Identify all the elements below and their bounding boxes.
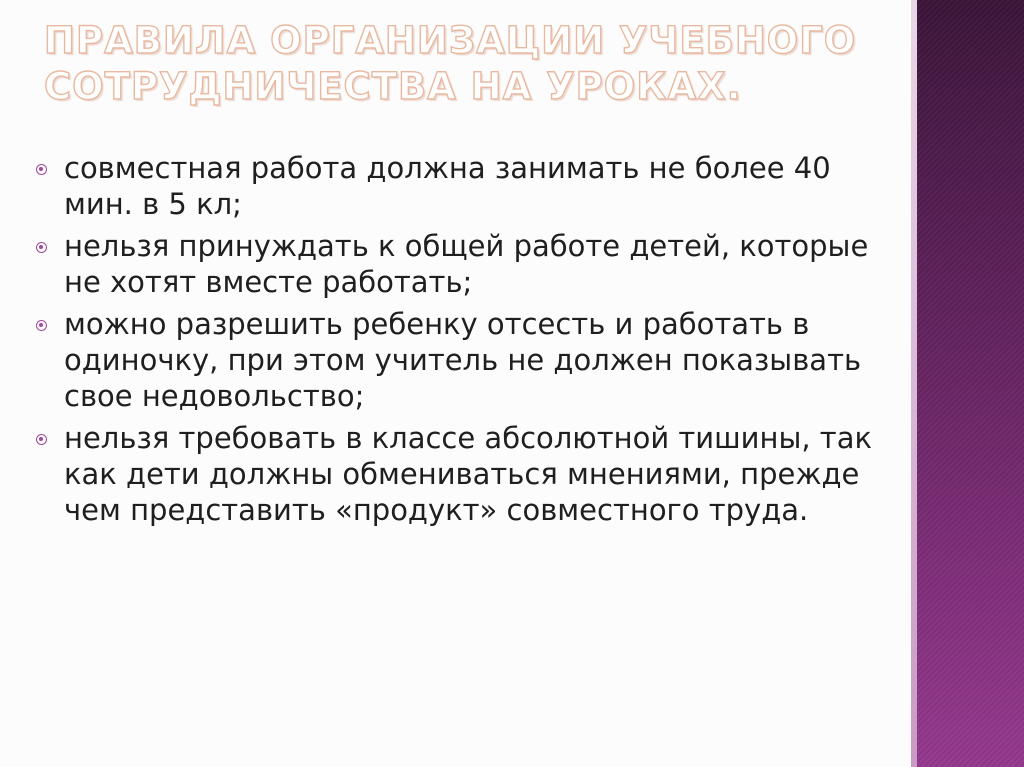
slide-title-line-1: ПРАВИЛА ОРГАНИЗАЦИИ УЧЕБНОГО [44, 19, 857, 62]
slide-title [44, 18, 904, 110]
bullet-text: нельзя требовать в классе абсолютной тишины, так как дети должны обмениваться мнениями, прежде чем представить «продукт» совместного труда. [64, 421, 872, 527]
ring-bullet-icon [36, 434, 47, 445]
bullet-item [32, 150, 902, 222]
decorative-purple-band [917, 0, 1024, 767]
ring-bullet-icon [36, 320, 47, 331]
ring-bullet-icon [36, 164, 47, 175]
slide-title-line-2: СОТРУДНИЧЕСТВА НА УРОКАХ. [44, 65, 742, 108]
bullet-text: совместная работа должна занимать не более 40 мин. в 5 кл; [64, 151, 831, 221]
bullet-item [32, 306, 902, 414]
bullet-list [32, 150, 902, 534]
bullet-item [32, 228, 902, 300]
bullet-item [32, 420, 902, 528]
ring-bullet-icon [36, 242, 47, 253]
bullet-text: можно разрешить ребенку отсесть и работать в одиночку, при этом учитель не должен показывать свое недовольство; [64, 307, 862, 413]
bullet-text: нельзя принуждать к общей работе детей, которые не хотят вместе работать; [64, 229, 869, 299]
